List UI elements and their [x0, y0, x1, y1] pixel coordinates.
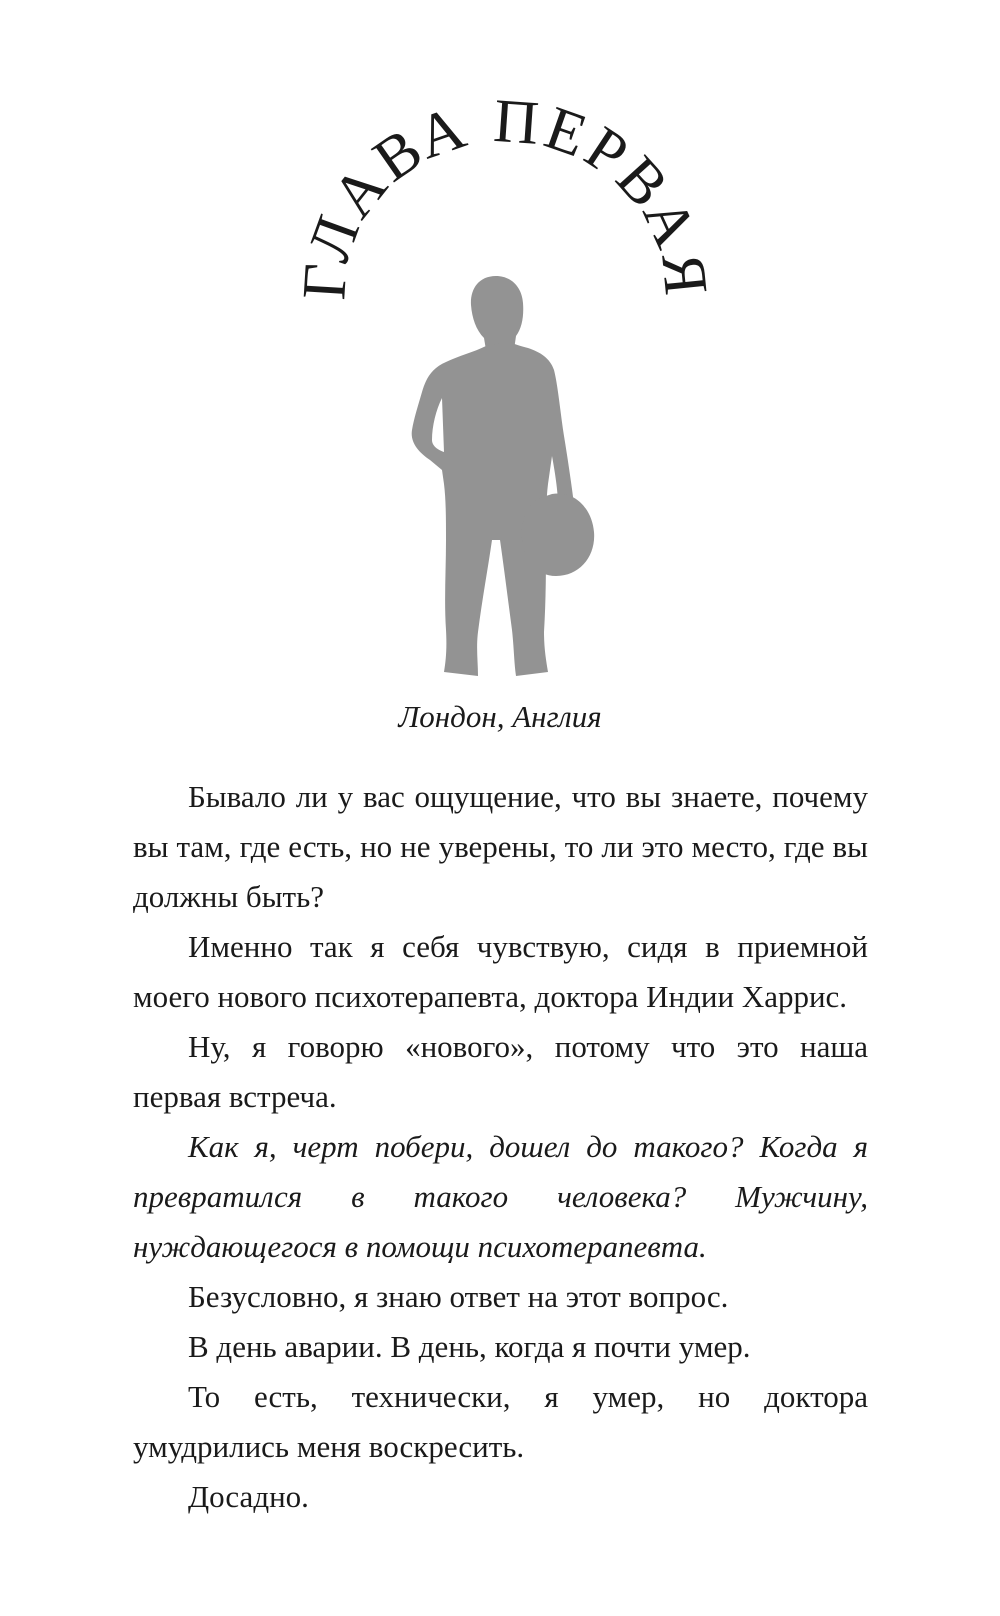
man-silhouette-icon	[412, 276, 594, 676]
chapter-body	[133, 772, 868, 1522]
paragraph-2: Именно так я себя чувствую, сидя в приемной моего нового психотерапевта, доктора Индии Харрис.	[133, 929, 868, 1014]
paragraph-6: В день аварии. В день, когда я почти умер.	[188, 1329, 751, 1364]
chapter-title	[290, 87, 720, 302]
location-caption: Лондон, Англия	[398, 699, 602, 734]
paragraph-1: Бывало ли у вас ощущение, что вы знаете, почему вы там, где есть, но не уверены, то ли это место, где вы должны быть?	[133, 779, 868, 914]
paragraph-7: То есть, технически, я умер, но доктора умудрились меня воскресить.	[133, 1379, 868, 1464]
paragraph-5: Безусловно, я знаю ответ на этот вопрос.	[188, 1279, 729, 1314]
paragraph-8: Досадно.	[188, 1479, 309, 1514]
chapter-title-path: ГЛАВА ПЕРВАЯ	[290, 86, 721, 303]
paragraph-4-italic: Как я, черт побери, дошел до такого? Когда я превратился в такого человека? Мужчину, нуждающегося в помощи психотерапевта.	[133, 1129, 868, 1264]
chapter-heading-graphic	[0, 0, 1000, 720]
paragraph-3: Ну, я говорю «нового», потому что это наша первая встреча.	[133, 1029, 868, 1114]
chapter-heading	[0, 0, 1000, 720]
